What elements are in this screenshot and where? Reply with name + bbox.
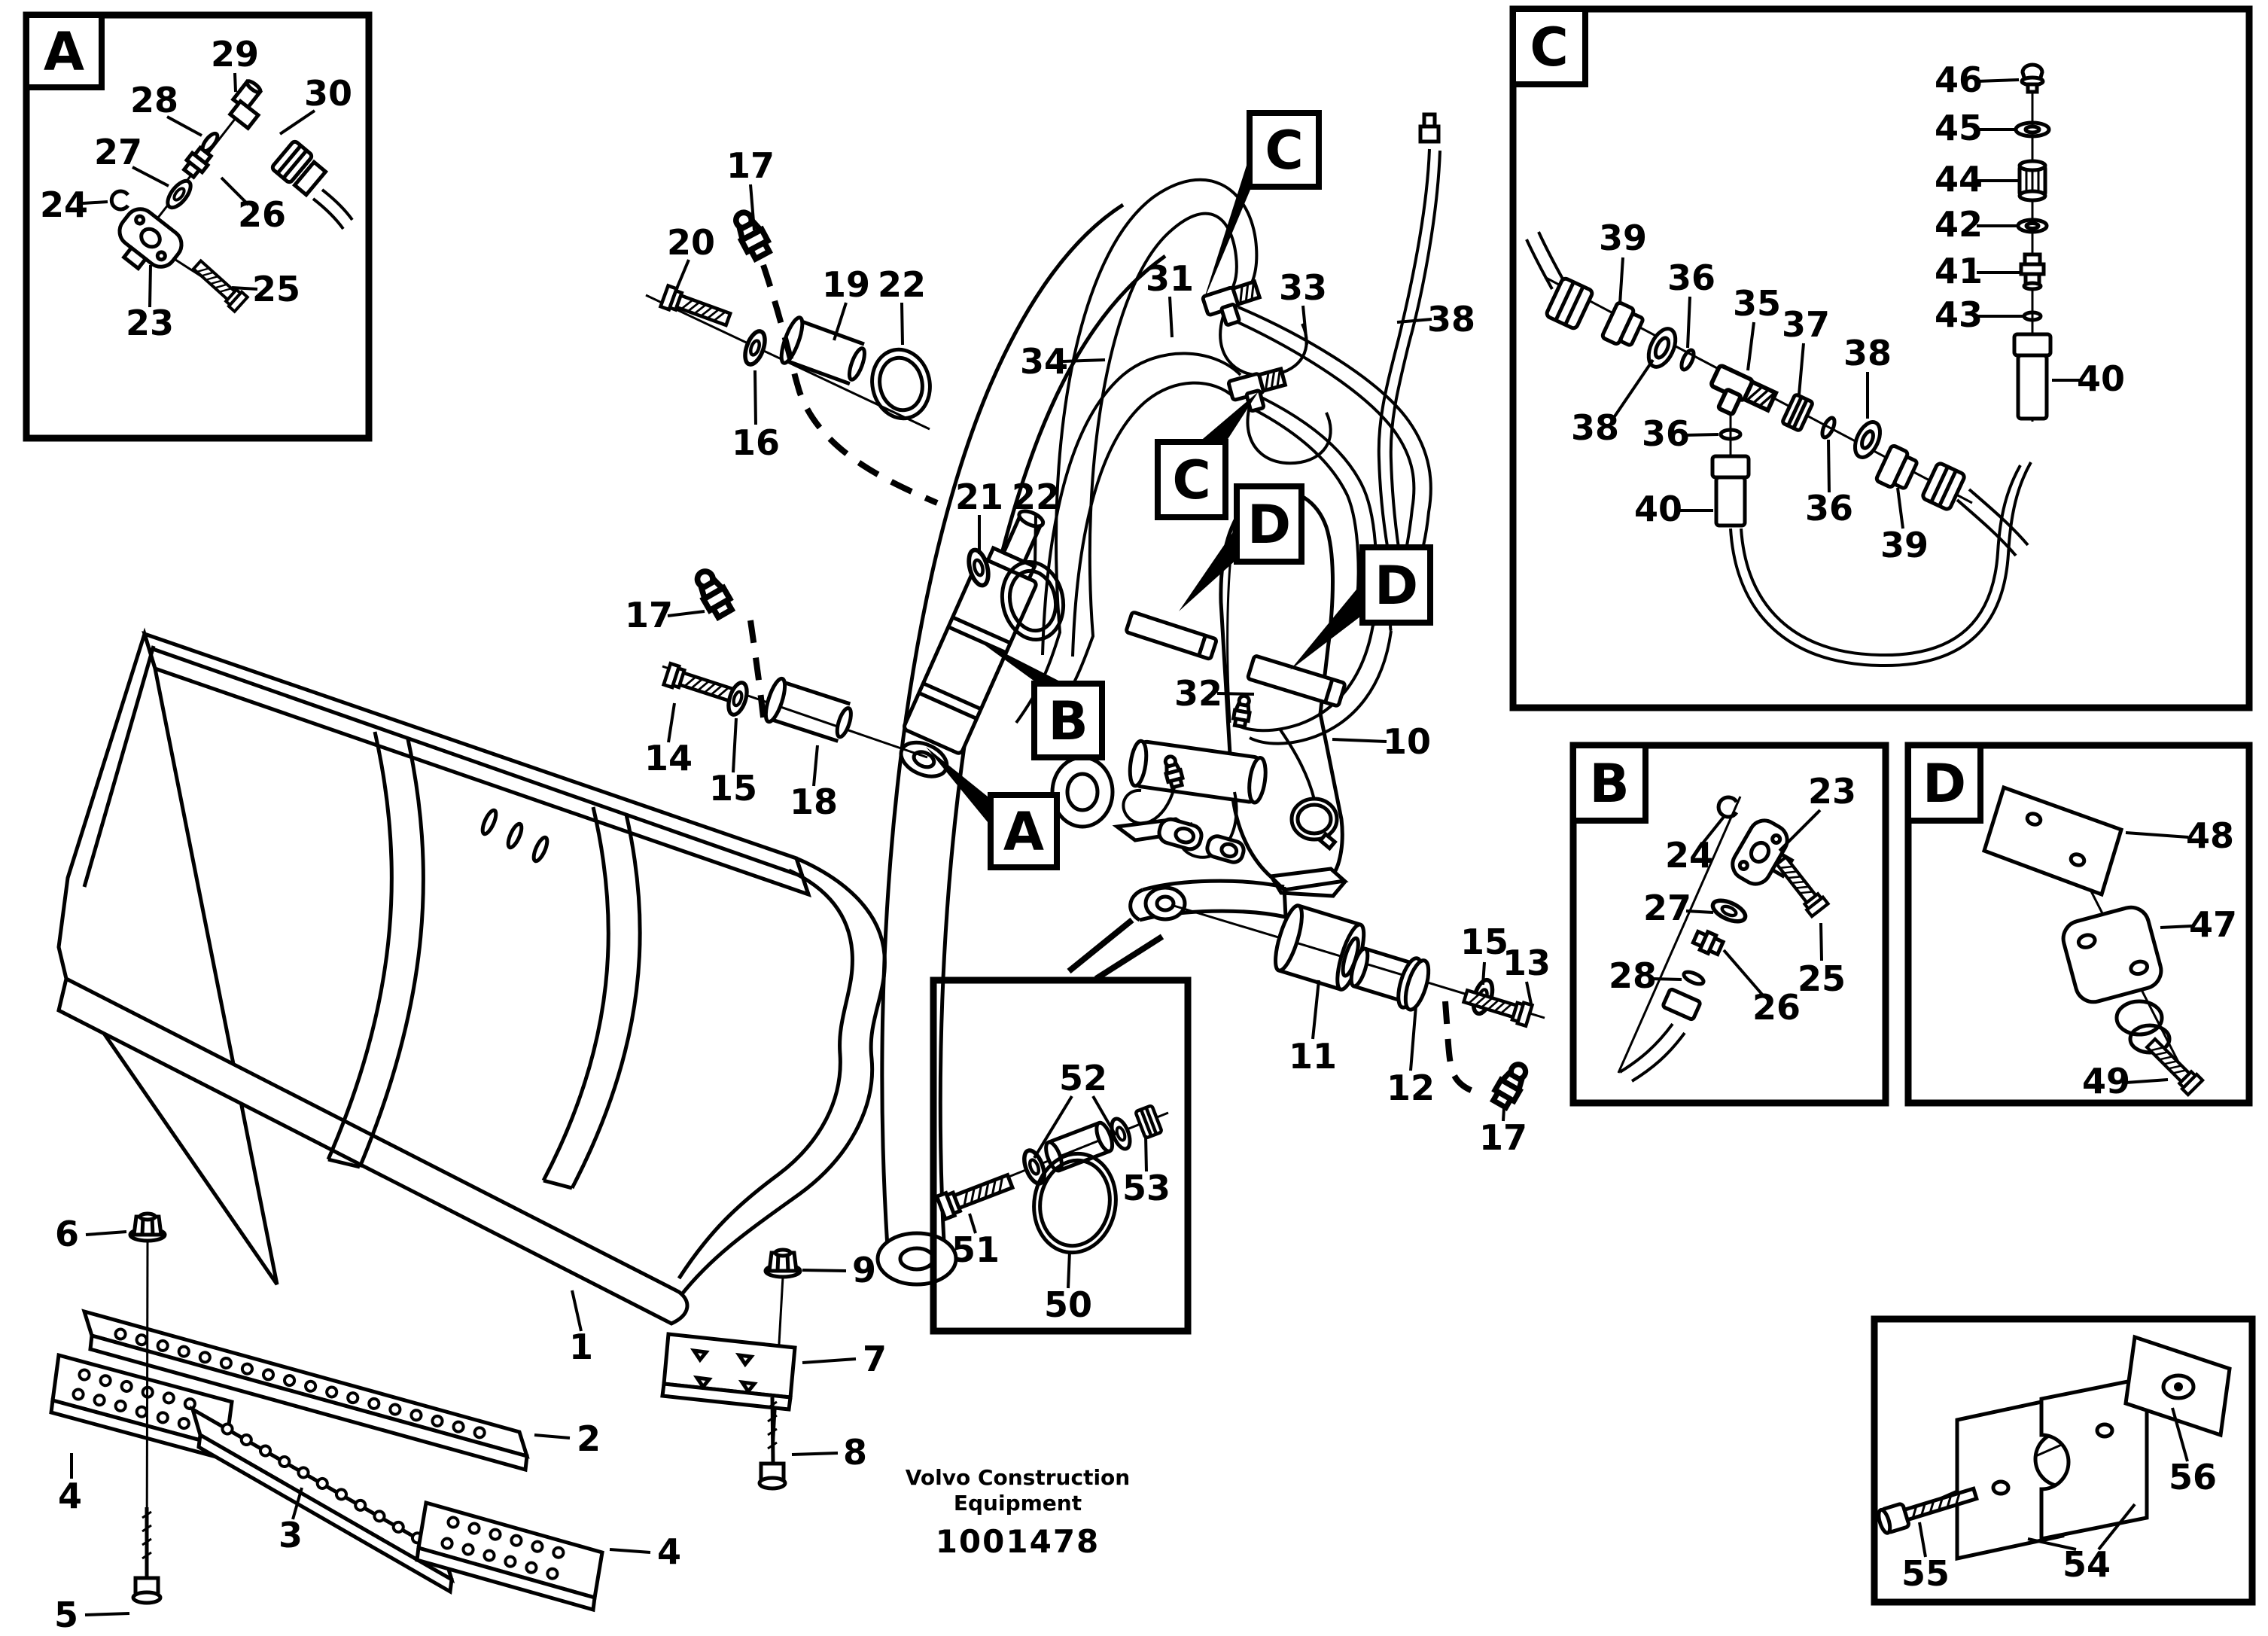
d-label-47: 47: [2188, 904, 2238, 945]
bolt-14: [664, 663, 735, 705]
brand-text-line1: Volvo Construction: [905, 1465, 1131, 1490]
part-label-38: 38: [1426, 299, 1476, 340]
bucket-drawing: [59, 634, 884, 1324]
part-label-19: 19: [821, 264, 871, 305]
part-label-17c: 17: [1478, 1117, 1528, 1158]
a-label-23: 23: [125, 303, 175, 343]
part-label-9: 9: [851, 1250, 877, 1290]
detail-box-a: [26, 15, 369, 438]
clamp-label-52: 52: [1058, 1058, 1108, 1098]
part-label-11: 11: [1288, 1036, 1338, 1077]
c-label-40r: 40: [2076, 358, 2126, 399]
wear-strips-drawing: [51, 1214, 602, 1610]
bolt-5: [133, 1507, 160, 1603]
c-connector-40-left: [1712, 456, 1749, 526]
washer-27: [163, 177, 195, 211]
part-label-1: 1: [568, 1327, 594, 1367]
d-valve-47: [2059, 903, 2169, 1053]
c-label-39b: 39: [1880, 525, 1929, 565]
c-connector-40-right: [2014, 334, 2050, 419]
b-label-24: 24: [1664, 835, 1714, 876]
part-label-10: 10: [1382, 721, 1432, 762]
clamp-label-50: 50: [1043, 1284, 1093, 1325]
part-label-13: 13: [1502, 943, 1551, 983]
pin-12: [1346, 941, 1433, 1012]
part-label-31: 31: [1145, 258, 1195, 299]
seal-ring-22a: [866, 344, 936, 424]
detail-letter-c: C: [1530, 17, 1569, 78]
b-oring-28: [1682, 970, 1705, 986]
c-label-42: 42: [1934, 204, 1983, 245]
c-nut-44: [2020, 161, 2045, 200]
marker-b: B: [1048, 690, 1088, 752]
a-label-25: 25: [251, 269, 301, 309]
plate-4-right: [417, 1503, 602, 1610]
b-label-25: 25: [1797, 958, 1846, 999]
detail-box-d: [1908, 745, 2249, 1103]
c-oring-36-left: [1679, 349, 1697, 371]
clamp-washer-52a: [1020, 1147, 1048, 1186]
snap-ring-24: [111, 191, 128, 209]
d-label-49: 49: [2081, 1061, 2131, 1101]
brand-text-line2: Equipment: [953, 1491, 1082, 1516]
detail-box-c: [1513, 9, 2249, 708]
clamp-detail-box: [933, 980, 1188, 1331]
c-nut-39-left: [1602, 302, 1645, 350]
c-label-43: 43: [1934, 294, 1983, 335]
detail-letter-a: A: [43, 21, 85, 83]
detail-letter-b: B: [1589, 753, 1630, 815]
part-label-4a: 4: [57, 1476, 83, 1516]
part-label-17a: 17: [726, 145, 775, 186]
d-bolt-49: [2144, 1036, 2203, 1095]
part-label-14: 14: [644, 738, 693, 778]
tee-fitting-upper: [1202, 280, 1265, 330]
bucket-vent-slots: [480, 809, 550, 863]
part-label-18: 18: [789, 781, 839, 822]
detail-letter-d: D: [1922, 753, 1967, 815]
part-label-12: 12: [1386, 1068, 1435, 1108]
bracket-label-56: 56: [2168, 1457, 2218, 1497]
b-snap-ring-24: [1719, 797, 1737, 817]
part-label-3: 3: [278, 1515, 303, 1555]
bracket-label-54: 54: [2062, 1544, 2111, 1585]
grease-fitting-17a: [730, 208, 773, 260]
b-label-23: 23: [1807, 771, 1857, 812]
hose-38-end-fitting: [1420, 114, 1438, 142]
footer-block: [906, 1465, 1130, 1560]
figure-number: 1001478: [935, 1523, 1101, 1560]
c-right-hose-end: [1922, 462, 2028, 556]
part-label-7: 7: [862, 1339, 887, 1379]
marker-a: A: [1003, 801, 1045, 863]
c-label-36t: 36: [1667, 257, 1716, 298]
spacer-bar-1: [1126, 612, 1217, 660]
c-nut-37: [1782, 394, 1813, 431]
part-label-21: 21: [954, 477, 1004, 517]
c-label-39tl: 39: [1598, 218, 1648, 258]
bracket-label-55: 55: [1901, 1553, 1950, 1594]
segment-plate-drawing: [662, 1250, 800, 1488]
c-label-38bl: 38: [1570, 407, 1620, 448]
nut-6: [130, 1214, 165, 1241]
clamp-label-51: 51: [951, 1229, 1000, 1270]
bolt-20: [661, 285, 732, 330]
c-fitting-41: [2021, 254, 2044, 289]
part-label-22b: 22: [1011, 477, 1061, 517]
plate-7: [662, 1334, 795, 1409]
grease-dash-line-3: [1445, 1001, 1480, 1093]
marker-d1: D: [1247, 494, 1292, 556]
c-label-36ml: 36: [1641, 413, 1691, 454]
c-tee-35: [1703, 365, 1776, 428]
clamp-nut-53: [1135, 1105, 1161, 1138]
c-label-37: 37: [1781, 304, 1831, 345]
c-washer-42: [2018, 220, 2047, 232]
bracket-detail-box: [1874, 1319, 2252, 1602]
a-label-28: 28: [129, 80, 179, 120]
d-label-48: 48: [2185, 815, 2235, 856]
detail-box-b: [1573, 745, 1886, 1103]
c-label-41: 41: [1934, 251, 1983, 291]
clamp-bolt-51: [937, 1170, 1015, 1219]
b-washer-27: [1709, 897, 1748, 926]
c-label-45: 45: [1934, 108, 1983, 148]
marker-c1: C: [1265, 120, 1304, 181]
a-label-24: 24: [39, 184, 89, 225]
b-label-27: 27: [1642, 888, 1692, 928]
c-label-35: 35: [1732, 283, 1782, 324]
part-label-5: 5: [53, 1595, 79, 1635]
banjo-fitting-23: [106, 203, 187, 282]
grease-fitting-17c: [1490, 1060, 1532, 1110]
bolt-25: [190, 257, 247, 311]
elbow-fitting-29: [225, 79, 272, 128]
a-label-29: 29: [210, 34, 260, 75]
b-fitting-26: [1691, 928, 1724, 957]
part-label-20: 20: [666, 222, 716, 263]
b-label-26: 26: [1752, 987, 1801, 1028]
b-bolt-25: [1773, 855, 1828, 916]
c-plug-46: [2022, 65, 2043, 92]
c-label-38tr: 38: [1843, 333, 1892, 373]
part-label-15a: 15: [708, 768, 758, 809]
part-label-15b: 15: [1460, 922, 1509, 962]
b-hose-end: [1620, 989, 1700, 1081]
c-washer-45: [2016, 123, 2049, 136]
c-label-46: 46: [1934, 59, 1983, 100]
c-label-44: 44: [1934, 159, 1983, 200]
a-label-27: 27: [93, 132, 143, 172]
c-label-40l: 40: [1633, 489, 1683, 529]
d-plate-48: [1984, 788, 2121, 894]
c-left-hose-end: [1527, 232, 1594, 330]
part-label-16: 16: [731, 422, 781, 463]
nut-9: [766, 1250, 800, 1277]
b-label-28: 28: [1608, 955, 1658, 996]
grease-dash-line-2: [750, 620, 765, 732]
pin-18: [762, 677, 856, 746]
part-label-33: 33: [1278, 267, 1328, 308]
part-label-32: 32: [1174, 673, 1223, 714]
marker-d2: D: [1374, 555, 1419, 617]
part-label-17b: 17: [624, 595, 674, 635]
part-label-8: 8: [842, 1432, 868, 1473]
part-label-34: 34: [1019, 341, 1069, 382]
part-label-2: 2: [576, 1418, 601, 1459]
part-label-4b: 4: [656, 1531, 682, 1572]
a-label-30: 30: [303, 73, 353, 114]
c-label-36b: 36: [1804, 488, 1854, 529]
a-label-26: 26: [237, 194, 287, 235]
bolt-13: [1463, 986, 1533, 1025]
c-nut-39-right: [1876, 445, 1919, 493]
box-c-leaders: [1613, 80, 2081, 529]
clamp-label-53: 53: [1122, 1168, 1171, 1208]
part-label-6: 6: [54, 1214, 80, 1254]
bolt-8: [760, 1397, 785, 1488]
washer-16: [741, 329, 769, 367]
marker-c2: C: [1172, 449, 1211, 511]
part-label-22a: 22: [877, 264, 927, 305]
